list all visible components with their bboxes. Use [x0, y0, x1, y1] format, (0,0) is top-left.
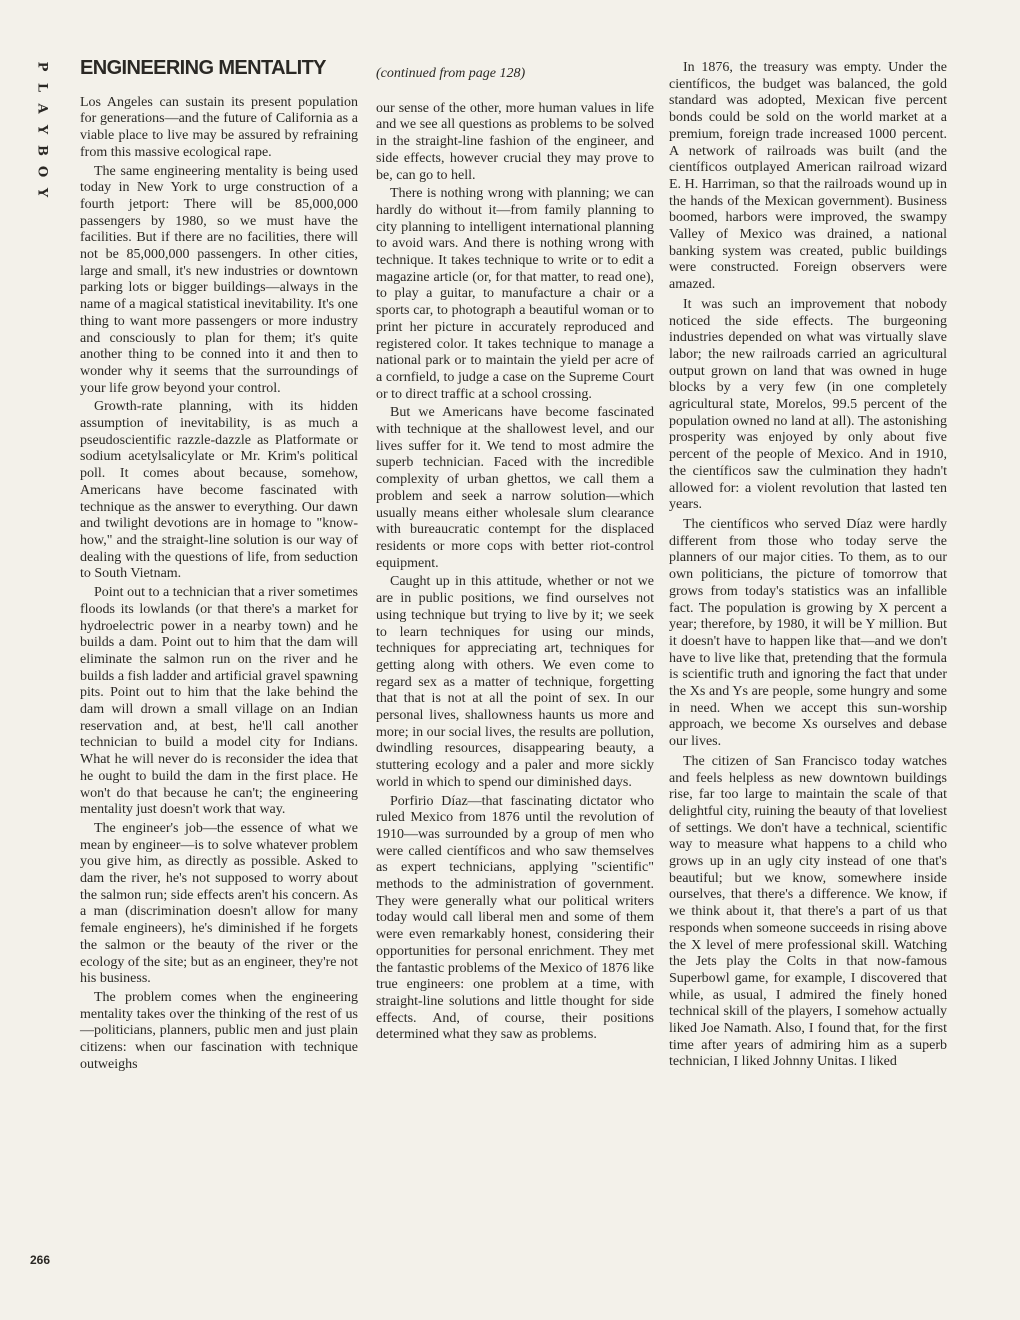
article-column-3 — [669, 60, 947, 1074]
article-headline: ENGINEERING MENTALITY — [80, 57, 326, 79]
paragraph: Point out to a technician that a river sometimes floods its lowlands (or that there's a market for hydroelectric power in a nearby town) and he builds a dam. Point out to him that the dam will eliminate the salmon run on the river and he builds a fish ladder and artificial gravel spawning pits. Point out to him that the lake behind the dam will drown a small village on an Indian reservation and, at best, he'll call another technician to build a model city for Indians. What he will never do is reconsider the idea that he ought to build the dam in the first place. He won't do that because he can't; the engineering mentality just doesn't work that way. — [80, 585, 358, 818]
magazine-letter: B — [34, 145, 50, 156]
paragraph: Porfirio Díaz—that fascinating dictator who ruled Mexico from 1876 until the revolution of 1910—was surrounded by a group of men who were called científicos and who saw themselves as expert technicians, applying "scientific" methods to the administration of government. They were generally what our political writers today would call liberal men and some of them were even remarkably honest, considering their opportunities for personal enrichment. They met the fantastic problems of the Mexico of 1876 like true engineers: one problem at a time, with straight-line solutions and little thought for side effects. And, of course, their positions determined what they saw as problems. — [376, 793, 654, 1043]
paragraph: There is nothing wrong with planning; we can hardly do without it—from family planning to city planning to intelligent international planning to avoid wars. And there is nothing wrong with technique. It takes technique to write or to edit a magazine article (or, for that matter, to read one), to play a guitar, to manufacture a chair or a sports car, to photograph a beautiful woman or to print her picture in accurately reproduced and registered color. It takes technique to manage a national park or to maintain the yield per acre of a cornfield, to judge a case on the Supreme Court or to direct traffic at a school crossing. — [376, 186, 654, 402]
magazine-letter: L — [34, 82, 50, 93]
paragraph: The citizen of San Francisco today watches and feels helpless as new downtown buildings rise, far too large to maintain the scale of that delightful city, ruining the beauty of that loveliest of settings. We don't have a technical, scientific way to measure what happens to a child who grows up in an ugly city instead of one that's beautiful; but we know, somewhere inside ourselves, that there's a difference. We know, if we think about it, that there's a part of us that responds when someone succeeds in rising above the X level of mere professional skill. Watching the Jets play the Colts in that now-famous Superbowl game, for example, I discovered that while, as usual, I admired the finely honed technical skill of the players, I somehow actually liked Joe Namath. Also, I found that, for the first time after years of admiring him as a superb technician, I liked Johnny Unitas. I liked — [669, 753, 947, 1070]
paragraph: our sense of the other, more human values in life and we see all questions as problems to be solved in the straight-line fashion of the engineer, and side effects, however crucial they may prove to be, can go to hell. — [376, 100, 654, 183]
magazine-letter: A — [34, 103, 50, 114]
article-column-2 — [376, 60, 654, 1046]
paragraph: The problem comes when the engineering mentality takes over the thinking of the rest of us—politicians, planners, public men and just plain citizens: when our fascination with technique outweighs — [80, 989, 358, 1072]
magazine-letter: P — [34, 61, 50, 72]
paragraph: The same engineering mentality is being used today in New York to urge construction of a fourth jetport: There will be 85,000,000 passengers by 1980, so we must have the facilities. But if there are no facilities, there will not be 85,000,000 passengers. In other cities, large and small, it's new industries or downtown parking lots or bigger buildings—always in the name of a magical statistical inevitability. It's one thing to want more passengers or more industry and consciously to plan for them; it's quite another thing to be conned into it and then to wonder why it seems that the surroundings of your life grow beyond your control. — [80, 163, 358, 396]
paragraph: In 1876, the treasury was empty. Under the científicos, the budget was balanced, the gold standard was adopted, Mexican five percent bonds could be sold on the world market at a premium, foreign trade increased 1000 percent. A network of railroads was built (and the científicos outplayed American railroad wizard E. H. Harriman, so that the railroads wound up in the hands of the Mexican government). Business boomed, harbors were improved, the swampy Valley of Mexico was drained, a national banking system was created, public buildings were constructed. Foreign observers were amazed. — [669, 60, 947, 293]
paragraph: Growth-rate planning, with its hidden assumption of inevitability, is as much a pseudoscientific razzle-dazzle as Platformate or sodium acetylsalicylate or Mr. Krim's political poll. It comes about because, somehow, Americans have become fascinated with technique as the answer to everything. Our dawn and twilight devotions are in homage to "know-how," and the straight-line solution is our way of dealing with the questions of life, from seduction to South Vietnam. — [80, 399, 358, 582]
magazine-letter: Y — [34, 124, 50, 135]
paragraph: Caught up in this attitude, whether or not we are in public positions, we find ourselves not using technique but trying to live by it; we seek to learn techniques for using our minds, techniques for appreciating art, techniques for getting along with others. We even come to regard sex as a matter of technique, forgetting that that is not at all the point of sex. In our personal lives, shallowness haunts us more and more; in our social lives, the results are pollution, dwindling resources, disappearing beauty, a stuttering ecology and a paler and more sickly world in which to spend our diminished days. — [376, 574, 654, 790]
continued-note: (continued from page 128) — [376, 66, 526, 81]
paragraph: The científicos who served Díaz were hardly different from those who today serve the planners of our major cities. To them, as to our own politicians, the picture of tomorrow that grows from today's statistics was an infallible fact. The population is growing by X percent a year; therefore, by 1980, it will be Y million. But it doesn't have to happen like that—and we don't have to live like that, pretending that the formula is scientific truth and ignoring the fact that under the Xs and Ys are people, some hungry and some in need. When we accept this sun-worship approach, we become Xs ourselves and debase our lives. — [669, 516, 947, 750]
paragraph: Los Angeles can sustain its present population for generations—and the future of California as a viable place to live may be assured by refraining from this massive ecological rape. — [80, 94, 358, 160]
page-number: 266 — [30, 1253, 51, 1267]
paragraph: But we Americans have become fascinated with technique at the shallowest level, and our lives suffer for it. We tend to most admire the superb technician. Faced with the incredible complexity of urban ghettos, we call them a problem and seek a narrow solution—which usually means either wholesale slum clearance with bureaucratic contempt for the displaced residents or more cops with better riot-control equipment. — [376, 405, 654, 571]
magazine-letter: O — [34, 165, 50, 178]
magazine-letter: Y — [34, 187, 50, 198]
article-column-1 — [80, 57, 358, 1075]
magazine-name-vertical — [32, 60, 52, 207]
paragraph: It was such an improvement that nobody noticed the side effects. The burgeoning industries depended on what was virtually slave labor; the new railroads carried an agricultural output grown on land that was owned in huge blocks by a very few (in one completely agricultural state, Morelos, 99.5 percent of the population owned no land at all). The astonishing prosperity was enjoyed by only about five percent of the people of Mexico. And in 1910, the científicos saw the culmination they hadn't allowed for: a violent revolution that lasted ten years. — [669, 296, 947, 513]
paragraph: The engineer's job—the essence of what we mean by engineer—is to solve whatever problem you give him, as directly as possible. Asked to dam the river, he's not supposed to worry about the salmon run; side effects aren't his concern. As a man (discrimination doesn't allow for many female engineers), he's diminished if he forgets the salmon or the beauty of the river or the ecology of the site; but as an engineer, they're not his business. — [80, 820, 358, 987]
